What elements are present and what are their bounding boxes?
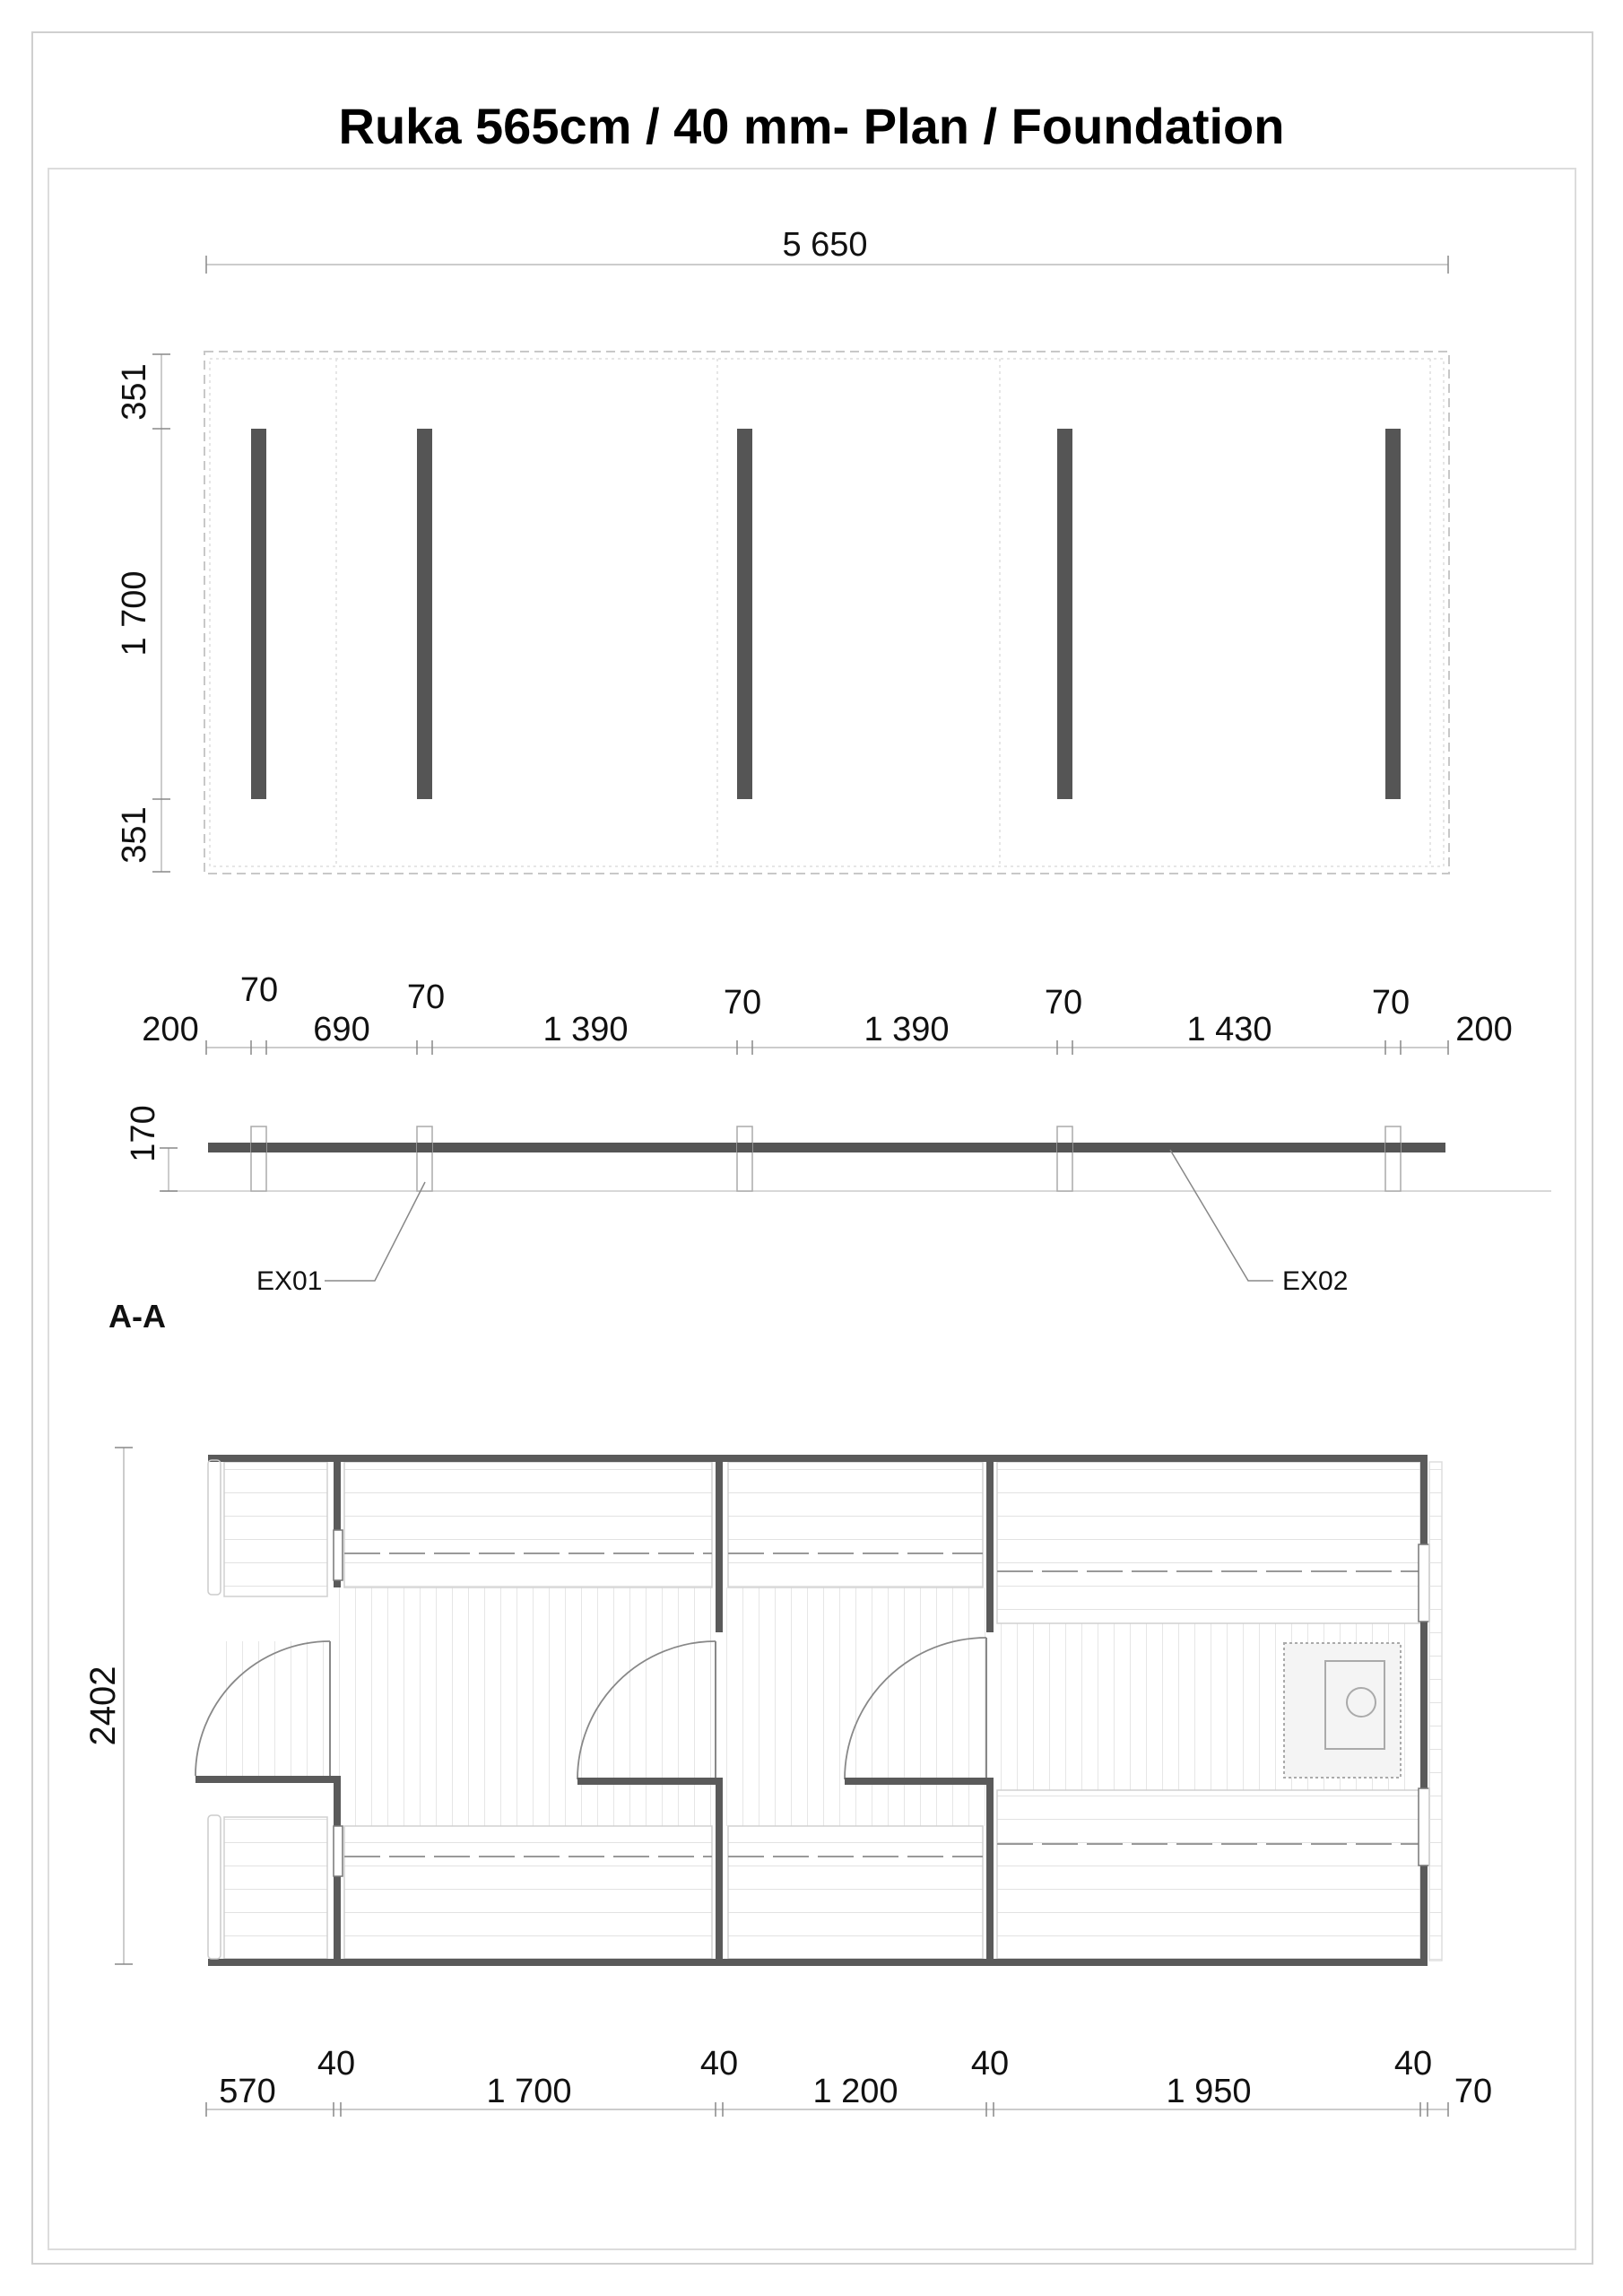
foundation-beam	[1385, 429, 1401, 799]
bench-top	[728, 1462, 983, 1587]
wall-right	[1420, 1455, 1428, 1966]
callout-ex02: EX02	[1282, 1266, 1349, 1296]
beam-spacing-dims	[142, 971, 1512, 1055]
bench-bottom	[344, 1826, 712, 1959]
beam-width-dim-3: 70	[723, 984, 762, 1022]
room-dim-washroom: 1 200	[812, 2073, 898, 2110]
floor-plan	[83, 1448, 1492, 2117]
dressing-room-floor	[337, 1587, 716, 1826]
section-support	[1057, 1126, 1072, 1191]
wall-thickness-dim-3: 40	[970, 2045, 1010, 2083]
room-dim-cladding: 70	[1454, 2073, 1493, 2110]
washroom-floor	[723, 1587, 986, 1826]
spacing-dim-4: 1 390	[864, 1011, 950, 1048]
section-height-dim: 170	[125, 1105, 162, 1162]
callout-ex01: EX01	[256, 1266, 323, 1296]
spacing-dim-3: 1 390	[542, 1011, 629, 1048]
sauna-stove	[1284, 1643, 1401, 1778]
wall-stub	[845, 1778, 994, 1785]
wall-thickness-dim-4: 40	[1393, 2045, 1433, 2083]
wall-cladding	[1429, 1462, 1442, 1961]
sauna-bench-bottom	[997, 1790, 1420, 1959]
spacing-dim-5: 1 430	[1186, 1011, 1272, 1048]
window	[334, 1826, 343, 1876]
beam-width-dim-5: 70	[1371, 984, 1410, 1022]
foundation-plan	[116, 226, 1449, 874]
room-dim-dressing: 1 700	[486, 2073, 572, 2110]
foundation-beam	[417, 429, 432, 799]
beam-width-dim-1: 70	[239, 971, 279, 1009]
section-support	[417, 1126, 432, 1191]
sauna-bench-top	[997, 1462, 1420, 1623]
porch-wall	[195, 1776, 341, 1783]
bench-top	[344, 1462, 712, 1587]
foundation-beam	[1057, 429, 1072, 799]
wall-top	[208, 1455, 1428, 1462]
page-title: Ruka 565cm / 40 mm- Plan / Foundation	[338, 98, 1285, 154]
foundation-outline	[204, 352, 1449, 874]
section-support	[251, 1126, 266, 1191]
room-dim-porch: 570	[219, 2073, 276, 2110]
spacing-dim-1: 200	[142, 1011, 199, 1048]
side-dim-top: 351	[116, 363, 153, 421]
porch-bench-top	[224, 1462, 327, 1596]
floor-depth-dim: 2402	[83, 1665, 123, 1746]
wall-thickness-dim-1: 40	[317, 2045, 356, 2083]
window	[1419, 1544, 1429, 1622]
section-support	[737, 1126, 752, 1191]
wall-partition	[986, 1455, 994, 1632]
window	[1419, 1788, 1429, 1866]
overall-width-dim: 5 650	[782, 226, 868, 264]
wall-partition	[986, 1778, 994, 1966]
wall-stub	[577, 1778, 723, 1785]
beam-width-dim-4: 70	[1044, 984, 1083, 1022]
side-dim-middle: 1 700	[116, 570, 153, 657]
porch-floor	[212, 1641, 326, 1776]
foundation-section	[108, 1105, 1551, 1335]
room-dim-sauna: 1 950	[1166, 2073, 1252, 2110]
side-dim-bottom: 351	[116, 806, 153, 864]
section-beam	[208, 1143, 1445, 1152]
wall-thickness-dim-2: 40	[699, 2045, 739, 2083]
bench-bottom	[728, 1826, 983, 1959]
foundation-beam	[251, 429, 266, 799]
beam-width-dim-2: 70	[406, 978, 446, 1016]
window	[334, 1530, 343, 1580]
spacing-dim-6: 200	[1455, 1011, 1513, 1048]
spacing-dim-2: 690	[313, 1011, 370, 1048]
wall-partition	[716, 1778, 723, 1966]
wall-bottom	[208, 1959, 1428, 1966]
foundation-beam	[737, 429, 752, 799]
wall-partition	[716, 1455, 723, 1632]
section-label: A-A	[108, 1298, 166, 1335]
section-support	[1385, 1126, 1401, 1191]
porch-bench-bottom	[224, 1817, 327, 1959]
